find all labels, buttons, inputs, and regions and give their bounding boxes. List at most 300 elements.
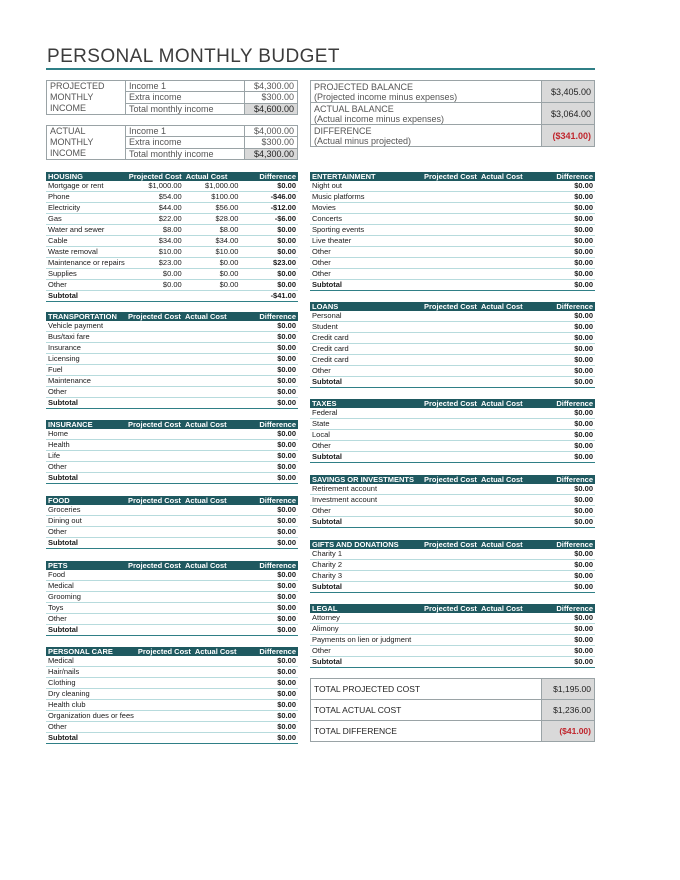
projected-cost-cell[interactable]	[422, 333, 479, 344]
actual-cost-cell[interactable]	[183, 581, 240, 592]
projected-cost-cell[interactable]	[422, 624, 479, 635]
difference-cell: $0.00	[240, 592, 298, 603]
subtotal-row	[46, 625, 298, 636]
table-row	[46, 321, 298, 332]
difference-cell: $0.00	[534, 322, 595, 333]
actual-cost-cell[interactable]	[183, 462, 240, 473]
difference-cell: $0.00	[240, 527, 298, 538]
item-name: Payments on lien or judgment	[310, 635, 422, 646]
projected-cost-cell[interactable]: $0.00	[127, 269, 184, 280]
projected-cost-cell[interactable]	[136, 678, 193, 689]
actual-cost-cell[interactable]	[479, 181, 534, 192]
table-row	[310, 506, 595, 517]
actual-cost-cell[interactable]	[183, 332, 240, 343]
item-name: Hair/nails	[46, 667, 136, 678]
table-row	[310, 192, 595, 203]
total-difference-value: ($41.00)	[542, 721, 595, 742]
projected-cost-cell[interactable]	[126, 451, 183, 462]
actual-cost-cell[interactable]	[193, 656, 246, 667]
difference-cell: $0.00	[534, 366, 595, 377]
projected-cost-cell[interactable]	[136, 722, 193, 733]
projected-cost-cell[interactable]	[126, 592, 183, 603]
subtotal-blank	[183, 473, 240, 484]
actual-cost-cell[interactable]	[479, 225, 534, 236]
difference-cell: $0.00	[246, 689, 298, 700]
actual-cost-cell[interactable]	[479, 214, 534, 225]
projected-cost-cell[interactable]	[422, 355, 479, 366]
projected-cost-cell[interactable]	[422, 269, 479, 280]
income-value[interactable]: $300.00	[245, 92, 298, 103]
actual-cost-cell[interactable]: $1,000.00	[184, 181, 241, 192]
subtotal-row	[310, 452, 595, 463]
table-row	[46, 711, 298, 722]
category-header: LEGAL	[310, 604, 422, 613]
difference-header: Difference	[534, 399, 595, 408]
projected-cost-cell[interactable]	[126, 614, 183, 625]
total-difference-label: TOTAL DIFFERENCE	[311, 721, 542, 742]
actual-cost-cell[interactable]	[479, 203, 534, 214]
difference-header: Difference	[240, 496, 298, 505]
projected-cost-cell[interactable]	[136, 700, 193, 711]
difference-sub: (Actual minus projected)	[314, 135, 412, 146]
income-name: Income 1	[126, 126, 245, 137]
projected-cost-cell[interactable]	[422, 247, 479, 258]
difference-cell: $0.00	[240, 321, 298, 332]
difference-cell: $0.00	[534, 495, 595, 506]
actual-cost-header: Actual Cost	[479, 540, 534, 549]
difference-header: Difference	[534, 540, 595, 549]
difference-header: Difference	[534, 475, 595, 484]
subtotal-label: Subtotal	[46, 733, 136, 744]
difference-cell: $0.00	[534, 247, 595, 258]
projected-cost-cell[interactable]	[422, 344, 479, 355]
table-row	[310, 355, 595, 366]
actual-cost-cell[interactable]	[183, 516, 240, 527]
projected-cost-cell[interactable]	[422, 203, 479, 214]
difference-cell: $0.00	[534, 484, 595, 495]
projected-cost-cell[interactable]	[136, 711, 193, 722]
item-name: Charity 2	[310, 560, 422, 571]
projected-cost-cell[interactable]	[422, 635, 479, 646]
projected-cost-cell[interactable]	[422, 225, 479, 236]
table-row	[310, 269, 595, 280]
actual-cost-cell[interactable]	[183, 527, 240, 538]
actual-cost-header: Actual Cost	[479, 399, 534, 408]
subtotal-blank	[193, 733, 246, 744]
actual-cost-cell[interactable]	[193, 689, 246, 700]
table-row	[310, 484, 595, 495]
actual-cost-cell[interactable]	[183, 354, 240, 365]
actual-cost-cell[interactable]	[183, 570, 240, 581]
actual-cost-header: Actual Cost	[183, 420, 240, 429]
actual-cost-cell[interactable]	[479, 613, 534, 624]
actual-cost-cell[interactable]: $56.00	[184, 203, 241, 214]
projected-cost-cell[interactable]	[126, 387, 183, 398]
difference-cell: $23.00	[240, 258, 298, 269]
actual-cost-cell[interactable]	[183, 343, 240, 354]
actual-cost-cell[interactable]: $10.00	[184, 247, 241, 258]
income-name: Extra income	[126, 137, 245, 148]
actual-cost-cell[interactable]	[183, 451, 240, 462]
difference-cell: $0.00	[246, 700, 298, 711]
table-row	[46, 225, 298, 236]
actual-cost-cell[interactable]	[193, 711, 246, 722]
income-value[interactable]: $4,000.00	[245, 126, 298, 137]
projected-cost-header: Projected Cost	[126, 496, 183, 505]
projected-cost-header: Projected Cost	[127, 172, 184, 181]
actual-cost-cell[interactable]	[479, 624, 534, 635]
actual-cost-cell[interactable]	[183, 376, 240, 387]
difference-cell: -$6.00	[240, 214, 298, 225]
table-row	[310, 322, 595, 333]
difference-header: Difference	[240, 312, 298, 321]
actual-cost-cell[interactable]	[479, 355, 534, 366]
item-name: Organization dues or fees	[48, 711, 134, 720]
actual-cost-cell[interactable]: $0.00	[184, 258, 241, 269]
actual-balance-sub: (Actual income minus expenses)	[314, 113, 445, 124]
subtotal-blank	[422, 280, 479, 291]
projected-cost-cell[interactable]	[126, 581, 183, 592]
subtotal-row	[310, 657, 595, 668]
subtotal-label: Subtotal	[310, 657, 422, 668]
subtotal-row	[310, 280, 595, 291]
total-income-value: $4,300.00	[245, 148, 298, 159]
subtotal-value: $0.00	[240, 398, 298, 409]
table-row	[310, 624, 595, 635]
projected-cost-cell[interactable]	[422, 322, 479, 333]
difference-cell: $0.00	[534, 344, 595, 355]
total-projected-value: $1,195.00	[542, 679, 595, 700]
table-row	[310, 495, 595, 506]
subtotal-label: Subtotal	[46, 625, 126, 636]
projected-cost-header: Projected Cost	[422, 399, 479, 408]
actual-cost-cell[interactable]	[183, 603, 240, 614]
table-row	[46, 592, 298, 603]
projected-cost-cell[interactable]	[126, 354, 183, 365]
actual-cost-cell[interactable]	[183, 321, 240, 332]
table-row	[46, 203, 298, 214]
item-name: Health	[46, 440, 126, 451]
subtotal-label: Subtotal	[46, 538, 126, 549]
table-row	[46, 269, 298, 280]
table-row	[310, 430, 595, 441]
projected-cost-cell[interactable]	[422, 484, 479, 495]
difference-cell: $0.00	[240, 462, 298, 473]
projected-cost-cell[interactable]	[126, 321, 183, 332]
actual-cost-cell[interactable]: $0.00	[184, 280, 241, 291]
item-name: Maintenance	[46, 376, 126, 387]
projected-cost-cell[interactable]	[422, 549, 479, 560]
actual-cost-cell[interactable]	[193, 722, 246, 733]
income-name: Extra income	[126, 92, 245, 103]
table-row	[310, 203, 595, 214]
subtotal-blank	[422, 582, 479, 593]
subtotal-label: Subtotal	[46, 291, 127, 302]
actual-cost-cell[interactable]	[479, 269, 534, 280]
difference-header: Difference	[240, 172, 298, 181]
projected-cost-cell[interactable]	[422, 258, 479, 269]
difference-cell: $0.00	[240, 280, 298, 291]
item-name: Life	[46, 451, 126, 462]
item-name: Other	[310, 506, 422, 517]
actual-cost-cell[interactable]	[479, 408, 534, 419]
income-value[interactable]: $4,300.00	[245, 81, 298, 92]
projected-cost-cell[interactable]	[136, 656, 193, 667]
category-header: TRANSPORTATION	[46, 312, 126, 321]
difference-cell: $0.00	[240, 225, 298, 236]
difference-cell: $0.00	[240, 429, 298, 440]
actual-balance-label: ACTUAL BALANCE	[314, 103, 394, 114]
actual-cost-cell[interactable]	[479, 484, 534, 495]
table-row	[310, 225, 595, 236]
difference-cell: -$46.00	[240, 192, 298, 203]
difference-cell: $0.00	[534, 258, 595, 269]
subtotal-blank	[479, 377, 534, 388]
item-name: Other	[310, 366, 422, 377]
projected-cost-cell[interactable]	[126, 516, 183, 527]
difference-cell: $0.00	[240, 247, 298, 258]
actual-cost-cell[interactable]	[479, 560, 534, 571]
actual-cost-cell[interactable]: $8.00	[184, 225, 241, 236]
item-name: Retirement account	[310, 484, 422, 495]
difference-cell: -$12.00	[240, 203, 298, 214]
actual-cost-cell[interactable]	[479, 333, 534, 344]
difference-header: Difference	[246, 647, 298, 656]
table-row	[310, 441, 595, 452]
actual-cost-cell[interactable]	[479, 495, 534, 506]
projected-cost-cell[interactable]	[422, 441, 479, 452]
item-name: Maintenance or repairs	[48, 258, 125, 267]
projected-cost-cell[interactable]	[422, 560, 479, 571]
difference-header: Difference	[534, 172, 595, 181]
income-value[interactable]: $300.00	[245, 137, 298, 148]
projected-cost-cell[interactable]	[422, 506, 479, 517]
actual-cost-cell[interactable]	[479, 247, 534, 258]
projected-cost-cell[interactable]: $0.00	[127, 280, 184, 291]
actual-cost-cell[interactable]	[479, 419, 534, 430]
actual-cost-cell[interactable]	[183, 387, 240, 398]
projected-cost-cell[interactable]: $22.00	[127, 214, 184, 225]
actual-cost-cell[interactable]	[183, 365, 240, 376]
table-row	[46, 343, 298, 354]
subtotal-blank	[183, 538, 240, 549]
item-name: Medical	[46, 656, 136, 667]
actual-cost-cell[interactable]: $34.00	[184, 236, 241, 247]
item-name: Electricity	[46, 203, 127, 214]
subtotal-blank	[183, 625, 240, 636]
subtotal-value: $0.00	[240, 625, 298, 636]
subtotal-row	[310, 377, 595, 388]
item-name: Cable	[46, 236, 127, 247]
table-row	[46, 192, 298, 203]
projected-cost-cell[interactable]	[422, 192, 479, 203]
table-row	[46, 462, 298, 473]
total-projected-label: TOTAL PROJECTED COST	[311, 679, 542, 700]
projected-cost-cell[interactable]	[422, 571, 479, 582]
total-income-label: Total monthly income	[126, 148, 245, 159]
table-row	[310, 549, 595, 560]
projected-cost-cell[interactable]	[422, 495, 479, 506]
projected-cost-cell[interactable]: $44.00	[127, 203, 184, 214]
item-name: Supplies	[46, 269, 127, 280]
subtotal-blank	[479, 517, 534, 528]
item-name: Charity 1	[310, 549, 422, 560]
actual-cost-cell[interactable]	[479, 258, 534, 269]
subtotal-blank	[126, 538, 183, 549]
projected-cost-cell[interactable]	[126, 332, 183, 343]
difference-cell: $0.00	[534, 624, 595, 635]
actual-cost-cell[interactable]	[183, 440, 240, 451]
projected-cost-cell[interactable]	[126, 429, 183, 440]
category-header: TAXES	[310, 399, 422, 408]
actual-cost-cell[interactable]	[193, 667, 246, 678]
table-row	[310, 311, 595, 322]
actual-cost-cell[interactable]	[193, 700, 246, 711]
actual-cost-cell[interactable]	[479, 344, 534, 355]
table-row	[46, 581, 298, 592]
balance-label	[311, 125, 542, 147]
projected-balance-value: $3,405.00	[542, 81, 595, 103]
actual-cost-header: Actual Cost	[193, 647, 246, 656]
subtotal-row	[310, 582, 595, 593]
projected-cost-cell[interactable]	[126, 440, 183, 451]
actual-cost-cell[interactable]	[479, 646, 534, 657]
projected-cost-cell[interactable]	[126, 527, 183, 538]
subtotal-label: Subtotal	[310, 280, 422, 291]
subtotal-row	[46, 473, 298, 484]
table-row	[310, 408, 595, 419]
projected-cost-cell[interactable]	[422, 366, 479, 377]
subtotal-label: Subtotal	[310, 582, 422, 593]
item-name: Other	[46, 722, 136, 733]
actual-cost-cell[interactable]	[479, 311, 534, 322]
category-header: SAVINGS OR INVESTMENTS	[310, 475, 422, 484]
difference-cell: $0.00	[534, 571, 595, 582]
total-actual-value: $1,236.00	[542, 700, 595, 721]
actual-cost-cell[interactable]: $0.00	[184, 269, 241, 280]
difference-cell: $0.00	[240, 354, 298, 365]
projected-cost-cell[interactable]	[126, 570, 183, 581]
item-name: Other	[46, 462, 126, 473]
projected-cost-cell[interactable]	[422, 646, 479, 657]
projected-cost-cell[interactable]: $34.00	[127, 236, 184, 247]
actual-cost-cell[interactable]	[479, 549, 534, 560]
projected-cost-cell[interactable]	[126, 505, 183, 516]
actual-cost-cell[interactable]	[193, 678, 246, 689]
difference-cell: $0.00	[534, 225, 595, 236]
actual-cost-cell[interactable]: $100.00	[184, 192, 241, 203]
projected-income-label: PROJECTED MONTHLY INCOME	[47, 81, 126, 115]
projected-cost-cell[interactable]: $54.00	[127, 192, 184, 203]
actual-balance-value: $3,064.00	[542, 103, 595, 125]
item-name: Groceries	[46, 505, 126, 516]
projected-cost-cell[interactable]	[136, 689, 193, 700]
projected-cost-cell[interactable]: $8.00	[127, 225, 184, 236]
projected-cost-cell[interactable]: $23.00	[127, 258, 184, 269]
actual-cost-cell[interactable]	[479, 571, 534, 582]
subtotal-blank	[422, 517, 479, 528]
difference-cell: $0.00	[240, 516, 298, 527]
actual-cost-cell[interactable]	[183, 614, 240, 625]
projected-cost-cell[interactable]	[126, 343, 183, 354]
difference-cell: $0.00	[534, 560, 595, 571]
item-name: Credit card	[310, 355, 422, 366]
actual-cost-cell[interactable]	[479, 430, 534, 441]
subtotal-blank	[422, 657, 479, 668]
subtotal-value: $0.00	[534, 517, 595, 528]
item-name: Insurance	[46, 343, 126, 354]
actual-cost-cell[interactable]	[183, 505, 240, 516]
category-header: GIFTS AND DONATIONS	[310, 540, 422, 549]
actual-cost-cell[interactable]	[183, 429, 240, 440]
projected-cost-cell[interactable]	[422, 311, 479, 322]
projected-cost-cell[interactable]	[422, 181, 479, 192]
subtotal-row	[46, 733, 298, 744]
subtotal-value: $0.00	[240, 538, 298, 549]
projected-cost-header: Projected Cost	[422, 302, 479, 311]
total-income-label: Total monthly income	[126, 103, 245, 114]
item-name: Dry cleaning	[46, 689, 136, 700]
projected-cost-cell[interactable]	[422, 419, 479, 430]
difference-cell: $0.00	[246, 722, 298, 733]
table-row	[310, 366, 595, 377]
item-name: Mortgage or rent	[46, 181, 127, 192]
category-header: PETS	[46, 561, 126, 570]
table-row	[46, 689, 298, 700]
subtotal-blank	[126, 473, 183, 484]
difference-cell: $0.00	[240, 387, 298, 398]
item-name: Bus/taxi fare	[46, 332, 126, 343]
actual-cost-cell[interactable]: $28.00	[184, 214, 241, 225]
actual-cost-cell[interactable]	[479, 322, 534, 333]
projected-cost-cell[interactable]	[422, 430, 479, 441]
subtotal-blank	[126, 625, 183, 636]
projected-cost-cell[interactable]	[126, 376, 183, 387]
title-rule	[46, 68, 595, 70]
actual-cost-cell[interactable]	[183, 592, 240, 603]
actual-cost-cell[interactable]	[479, 366, 534, 377]
actual-cost-cell[interactable]	[479, 236, 534, 247]
item-name: Phone	[46, 192, 127, 203]
projected-cost-cell[interactable]: $1,000.00	[127, 181, 184, 192]
table-row	[310, 419, 595, 430]
difference-cell: $0.00	[246, 678, 298, 689]
subtotal-value: $0.00	[534, 452, 595, 463]
projected-cost-cell[interactable]	[126, 365, 183, 376]
subtotal-row	[46, 538, 298, 549]
difference-header: Difference	[240, 561, 298, 570]
projected-cost-cell[interactable]	[126, 462, 183, 473]
difference-cell: $0.00	[534, 506, 595, 517]
projected-cost-cell[interactable]	[136, 667, 193, 678]
actual-cost-cell[interactable]	[479, 192, 534, 203]
actual-cost-cell[interactable]	[479, 506, 534, 517]
projected-cost-cell[interactable]	[422, 408, 479, 419]
projected-cost-cell[interactable]	[422, 613, 479, 624]
actual-cost-cell[interactable]	[479, 441, 534, 452]
difference-cell: $0.00	[240, 365, 298, 376]
item-name: Charity 3	[310, 571, 422, 582]
subtotal-blank	[184, 291, 241, 302]
actual-cost-cell[interactable]	[479, 635, 534, 646]
projected-cost-cell[interactable]	[126, 603, 183, 614]
projected-cost-cell[interactable]: $10.00	[127, 247, 184, 258]
item-name: Student	[310, 322, 422, 333]
projected-cost-cell[interactable]	[422, 236, 479, 247]
projected-cost-cell[interactable]	[422, 214, 479, 225]
item-name: Dining out	[46, 516, 126, 527]
item-name: Other	[46, 614, 126, 625]
